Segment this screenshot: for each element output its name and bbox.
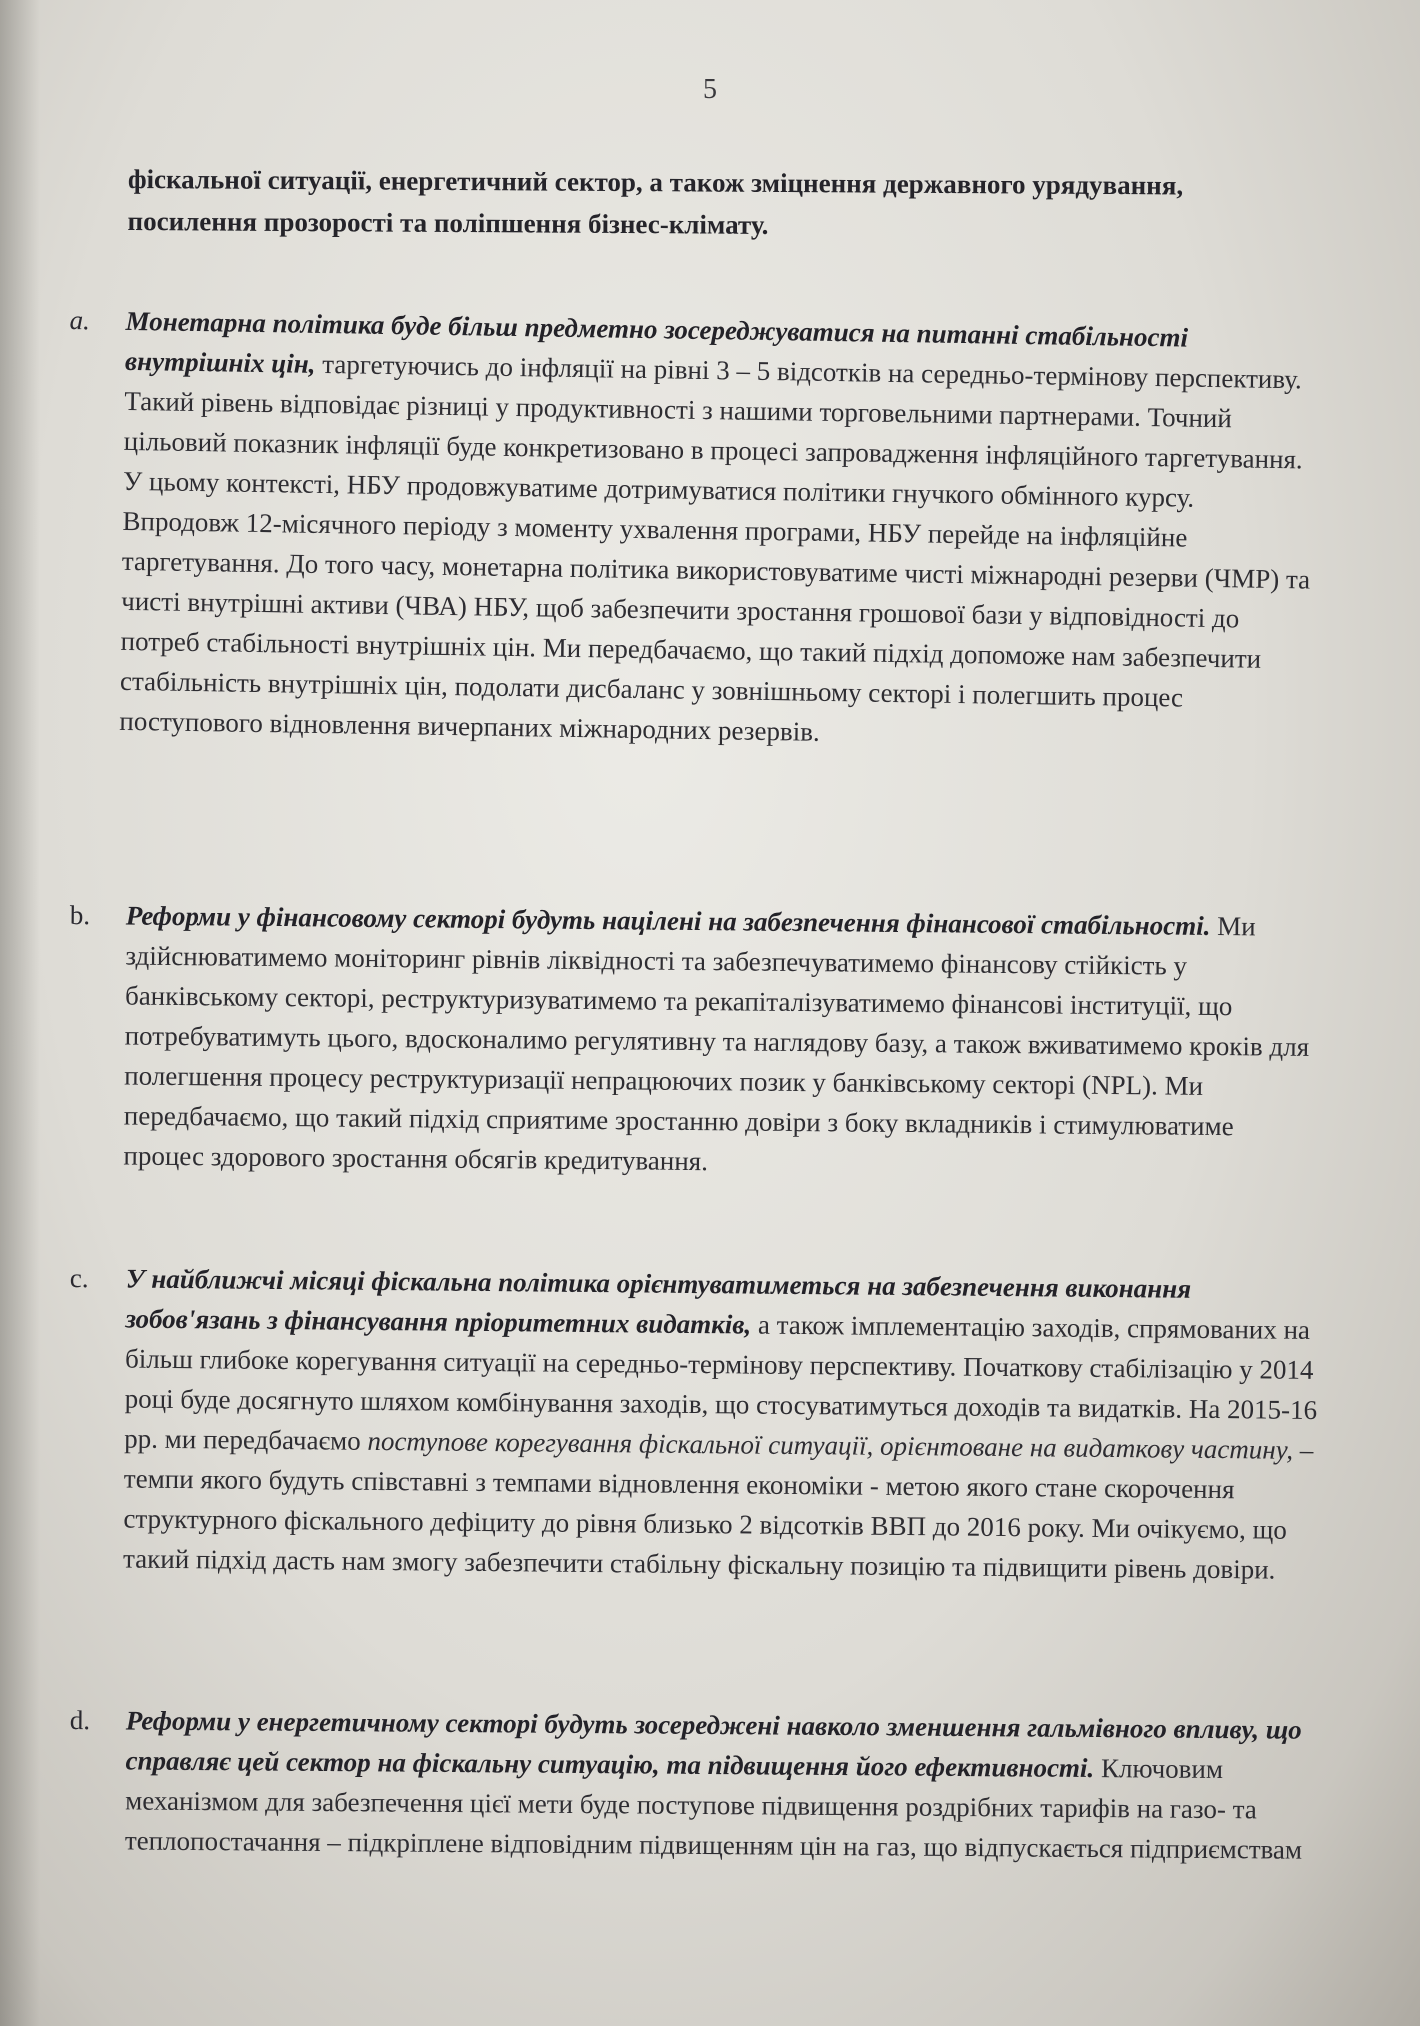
item-body-c-2: – темпи якого будуть співставні з темпами відновлення економіки - метою якого стане скорочення структурного фіскального дефіциту до рівня близько 2 відсотків ВВП до 2016 року. Ми очікуємо, що такий підхід дасть нам змогу забезпечити стабільну фіскальну позицію та підвищити рівень довіри. <box>122 1434 1314 1585</box>
item-marker-c: c. <box>69 1262 89 1294</box>
item-body-a: таргетуючись до інфляції на рівні 3 – 5 відсотків на середньо-термінову перспективу. Такий рівень відповідає різниці у продуктивності з нашими торговельними партнерами. Точний цільовий показник інфляції буде конкретизовано в процесі запровадження інфляційного таргетування. У цьому контексті, НБУ продовжуватиме дотримуватися політики гнучкого обмінного курсу. Впродовж 12-місячного періоду з моменту ухвалення програми, НБУ перейде на інфляційне таргетування. До того часу, монетарна політика використовуватиме чисті міжнародні резерви (ЧМР) та чисті внутрішні активи (ЧВА) НБУ, щоб забезпечити зростання грошової бази у відповідності до потреб стабільності внутрішніх цін. Ми передбачаємо, що такий підхід допоможе нам забезпечити стабільність внутрішніх цін, подолати дисбаланс у зовнішньому секторі і полегшить процес поступового відновлення вичерпаних міжнародних резервів. <box>119 348 1311 747</box>
item-lead-b: Реформи у фінансовому секторі будуть націлені на забезпечення фінансової стабільності. <box>125 900 1211 941</box>
item-italic-c: поступове корегування фіскальної ситуації, орієнтоване на видаткову частину, <box>367 1425 1294 1465</box>
item-lead-d: Реформи у енергетичному секторі будуть зосереджені навколо зменшення гальмівного впливу, що справляє цей сектор на фіскальну ситуацію, та підвищення його ефективності. <box>125 1705 1302 1784</box>
list-item-c <box>67 1258 1320 1590</box>
item-text-c <box>123 1259 1320 1590</box>
item-text-b <box>123 896 1320 1187</box>
item-body-c-1: а також імплементацію заходів, спрямованих на більш глибоке корегування ситуації на середньо-термінову перспективу. Початкову стабілізацію у 2014 році буде досягнуто шляхом комбінування заходів, що стосуватимуться доходів та видатків. На 2015-16 рр. ми передбачаємо <box>124 1309 1318 1456</box>
item-marker-a: a. <box>69 304 91 336</box>
item-body-d: Ключовим механізмом для забезпечення цієї мети буде поступове підвищення роздрібних тарифів на газо- та теплопостачання – підкріплене відповідним підвищенням цін на газ, що відпускається підприємствам <box>124 1753 1303 1865</box>
intro-paragraph: фіскальної ситуації, енергетичний сектор, а також зміцнення державного урядування, посилення прозорості та поліпшення бізнес-клімату. <box>127 163 1184 240</box>
item-marker-b: b. <box>69 899 91 931</box>
list-item-d <box>69 1700 1320 1870</box>
item-lead-a: Монетарна політика буде більш предметно зосереджуватися на питанні стабільності внутрішніх цін, <box>124 305 1189 379</box>
page-edge-shadow <box>0 0 40 2026</box>
page-number: 5 <box>703 74 717 105</box>
list-item-a <box>63 300 1320 760</box>
list-item-b <box>67 895 1320 1187</box>
item-text-a <box>119 301 1320 760</box>
item-text-d <box>125 1700 1320 1869</box>
item-marker-d: d. <box>69 1704 91 1736</box>
item-body-b: Ми здійснюватимемо моніторинг рівнів ліквідності та забезпечуватимемо фінансову стійкість у банківському секторі, реструктуризуватимемо та рекапіталізуватимемо фінансові інституції, що потребуватимуть цього, вдосконалимо регулятивну та наглядову базу, а також вживатимемо кроків для полегшення процесу реструктуризації непрацюючих позик у банківському секторі (NPL). Ми передбачаємо, що такий підхід сприятиме зростанню довіри з боку вкладників і стимулюватиме процес здорового зростання обсягів кредитування. <box>123 910 1310 1177</box>
item-lead-c: У найближчі місяці фіскальна політика орієнтуватиметься на забезпечення виконання зобов'язань з фінансування пріоритетних видатків, <box>125 1263 1192 1340</box>
